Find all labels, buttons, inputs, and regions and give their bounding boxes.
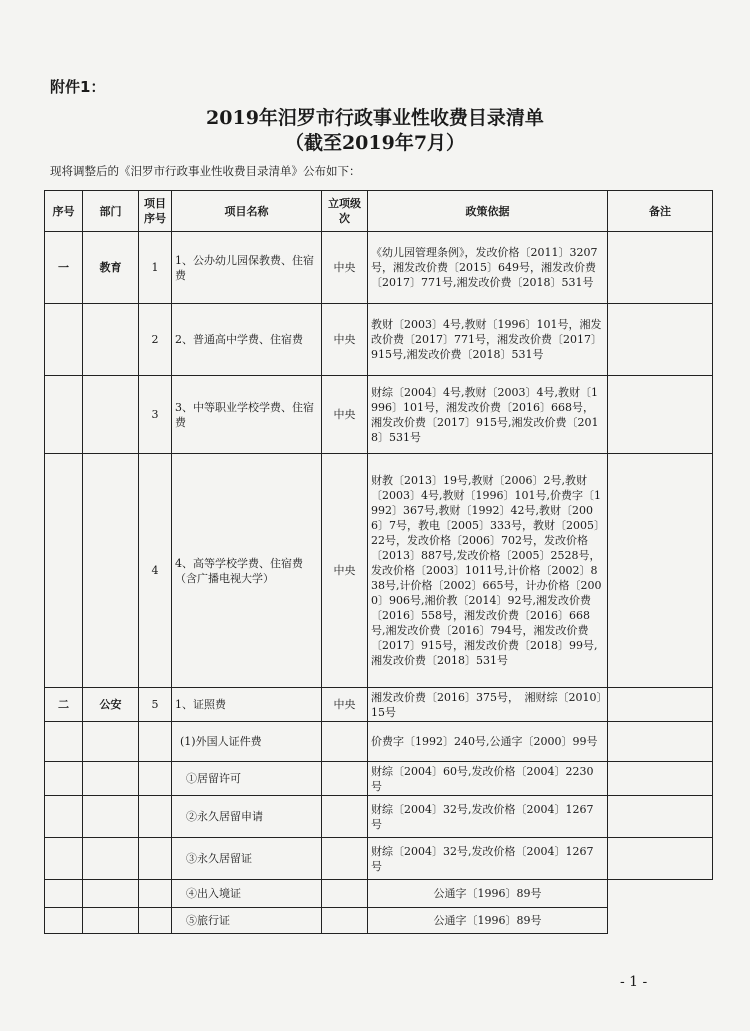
table-row <box>45 908 713 934</box>
row-note-cell <box>608 232 713 304</box>
row-dept-cell <box>83 376 139 454</box>
row-item-seq-cell <box>139 762 172 796</box>
row-dept-cell <box>83 838 139 880</box>
row-policy-cell: 公通字〔1996〕89号 <box>368 908 608 934</box>
row-item-name-cell: ④出入境证 <box>172 880 322 908</box>
document-title: 2019年汨罗市行政事业性收费目录清单 <box>206 107 544 129</box>
row-note-cell <box>608 722 713 762</box>
row-note-cell <box>608 880 713 908</box>
row-seq-cell <box>45 762 83 796</box>
row-policy-cell: 《幼儿园管理条例》，发改价格〔2011〕3207号，湘发改价费〔2015〕649号，湘发改价费〔2017〕771号,湘发改价费〔2018〕531号 <box>368 232 608 304</box>
row-item-name-cell: 3、中等职业学校学费、住宿费 <box>172 376 322 454</box>
row-level-cell: 中央 <box>322 232 368 304</box>
row-level-cell: 中央 <box>322 688 368 722</box>
row-item-name-cell: 4、高等学校学费、住宿费（含广播电视大学） <box>172 454 322 688</box>
row-item-seq-cell: 3 <box>139 376 172 454</box>
table-row <box>45 304 713 376</box>
row-seq-cell <box>45 304 83 376</box>
row-dept-cell <box>83 722 139 762</box>
row-note-cell <box>608 454 713 688</box>
header-note: 备注 <box>608 191 713 232</box>
row-seq-cell <box>45 376 83 454</box>
document-subtitle: （截至2019年7月） <box>284 132 466 154</box>
row-policy-cell: 湘发改价费〔2016〕375号， 湘财综〔2010〕15号 <box>368 688 608 722</box>
table-header-row <box>45 191 713 232</box>
table-row <box>45 796 713 838</box>
table-row <box>45 838 713 880</box>
row-note-cell <box>608 376 713 454</box>
row-policy-cell: 财综〔2004〕60号,发改价格〔2004〕2230号 <box>368 762 608 796</box>
row-seq-cell <box>45 454 83 688</box>
header-dept: 部门 <box>83 191 139 232</box>
row-level-cell <box>322 796 368 838</box>
row-dept-cell <box>83 880 139 908</box>
row-policy-cell: 财综〔2004〕32号,发改价格〔2004〕1267号 <box>368 796 608 838</box>
attachment-label: 附件1： <box>50 78 106 96</box>
row-level-cell <box>322 880 368 908</box>
row-level-cell: 中央 <box>322 376 368 454</box>
row-level-cell: 中央 <box>322 304 368 376</box>
row-item-name-cell: ③永久居留证 <box>172 838 322 880</box>
row-item-name-cell: 2、普通高中学费、住宿费 <box>172 304 322 376</box>
row-seq-cell <box>45 908 83 934</box>
row-dept-cell <box>83 762 139 796</box>
row-dept-cell <box>83 796 139 838</box>
row-dept-cell <box>83 454 139 688</box>
row-level-cell <box>322 762 368 796</box>
row-item-name-cell: 1、证照费 <box>172 688 322 722</box>
table-row <box>45 762 713 796</box>
row-item-seq-cell <box>139 796 172 838</box>
row-note-cell <box>608 908 713 934</box>
row-item-seq-cell: 5 <box>139 688 172 722</box>
header-policy: 政策依据 <box>368 191 608 232</box>
row-policy-cell: 公通字〔1996〕89号 <box>368 880 608 908</box>
table-row <box>45 454 713 688</box>
row-level-cell <box>322 838 368 880</box>
table-row <box>45 722 713 762</box>
row-item-name-cell: ②永久居留申请 <box>172 796 322 838</box>
row-policy-cell: 教财〔2003〕4号,教财〔1996〕101号，湘发改价费〔2017〕771号，湘发改价费〔2017〕915号,湘发改价费〔2018〕531号 <box>368 304 608 376</box>
row-seq-cell <box>45 796 83 838</box>
row-dept-cell: 教育 <box>83 232 139 304</box>
row-note-cell <box>608 688 713 722</box>
row-note-cell <box>608 762 713 796</box>
row-note-cell <box>608 796 713 838</box>
page-number: - 1 - <box>620 974 648 990</box>
row-item-name-cell: (1)外国人证件费 <box>172 722 322 762</box>
row-item-seq-cell <box>139 908 172 934</box>
row-item-seq-cell <box>139 722 172 762</box>
intro-text: 现将调整后的《汨罗市行政事业性收费目录清单》公布如下： <box>50 164 361 178</box>
row-seq-cell <box>45 880 83 908</box>
row-seq-cell: 二 <box>45 688 83 722</box>
header-item-seq: 项目序号 <box>139 191 172 232</box>
row-level-cell <box>322 722 368 762</box>
row-note-cell <box>608 304 713 376</box>
row-item-seq-cell: 2 <box>139 304 172 376</box>
row-item-name-cell: ①居留许可 <box>172 762 322 796</box>
row-seq-cell <box>45 838 83 880</box>
table-row <box>45 880 713 908</box>
row-item-name-cell: ⑤旅行证 <box>172 908 322 934</box>
row-item-seq-cell <box>139 838 172 880</box>
row-seq-cell <box>45 722 83 762</box>
header-seq: 序号 <box>45 191 83 232</box>
row-policy-cell: 财综〔2004〕4号,教财〔2003〕4号,教财〔1996〕101号，湘发改价费〔2016〕668号，湘发改价费〔2017〕915号,湘发改价费〔2018〕531号 <box>368 376 608 454</box>
header-level: 立项级次 <box>322 191 368 232</box>
row-item-seq-cell: 4 <box>139 454 172 688</box>
table-row <box>45 232 713 304</box>
row-dept-cell <box>83 908 139 934</box>
row-item-name-cell: 1、公办幼儿园保教费、住宿费 <box>172 232 322 304</box>
row-note-cell <box>608 838 713 880</box>
table-row <box>45 376 713 454</box>
row-policy-cell: 财综〔2004〕32号,发改价格〔2004〕1267号 <box>368 838 608 880</box>
row-item-seq-cell: 1 <box>139 232 172 304</box>
table-row <box>45 688 713 722</box>
header-item-name: 项目名称 <box>172 191 322 232</box>
row-policy-cell: 价费字〔1992〕240号,公通字〔2000〕99号 <box>368 722 608 762</box>
row-dept-cell: 公安 <box>83 688 139 722</box>
row-level-cell: 中央 <box>322 454 368 688</box>
row-item-seq-cell <box>139 880 172 908</box>
row-policy-cell: 财教〔2013〕19号,教财〔2006〕2号,教财〔2003〕4号,教财〔1996〕101号,价费字〔1992〕367号,教财〔1992〕42号,教财〔2006〕7号，教电〔2005〕333号，教财〔2005〕22号，发改价格〔2006〕702号，发改价格〔2013〕887号,发改价格〔2005〕2528号，发改价格〔2003〕1011号,计价格〔2002〕838号,计价格〔2002〕665号，计办价格〔2000〕906号,湘价教〔2014〕92号,湘发改价费〔2016〕558号，湘发改价费〔2016〕668号,湘发改价费〔2016〕794号，湘发改价费〔2017〕915号，湘发改价费〔2018〕99号,湘发改价费〔2018〕531号 <box>368 454 608 688</box>
row-level-cell <box>322 908 368 934</box>
row-seq-cell: 一 <box>45 232 83 304</box>
fee-table <box>44 190 713 934</box>
row-dept-cell <box>83 304 139 376</box>
